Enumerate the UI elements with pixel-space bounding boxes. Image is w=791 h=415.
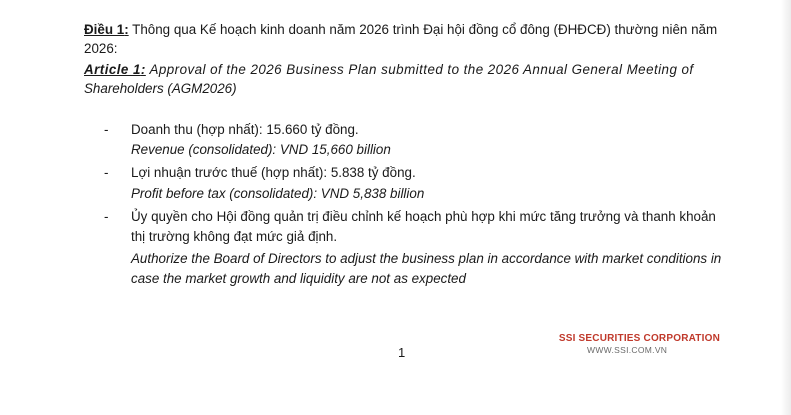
article-en-line-2: Shareholders (AGM2026) bbox=[84, 81, 237, 96]
footer-company-name: SSI SECURITIES CORPORATION bbox=[558, 333, 720, 344]
item-3-vi-line-1: Ủy quyền cho Hội đồng quản trị điều chỉnh kế hoạch phù hợp khi mức tăng trưởng và thanh khoản bbox=[131, 209, 716, 224]
list-bullet: - bbox=[104, 122, 109, 137]
list-bullet: - bbox=[104, 165, 109, 180]
item-2-vi: Lợi nhuận trước thuế (hợp nhất): 5.838 tỷ đồng. bbox=[131, 165, 416, 180]
item-1-vi: Doanh thu (hợp nhất): 15.660 tỷ đồng. bbox=[131, 122, 359, 137]
page-number: 1 bbox=[398, 345, 406, 360]
scan-edge-shadow bbox=[781, 0, 791, 415]
article-en-line-1 bbox=[84, 61, 694, 78]
item-3-en-line-2: case the market growth and liquidity are not as expected bbox=[131, 271, 466, 286]
item-3-en-line-1: Authorize the Board of Directors to adjust the business plan in accordance with market conditions in bbox=[131, 251, 722, 266]
item-2-en: Profit before tax (consolidated): VND 5,838 billion bbox=[131, 186, 425, 201]
list-bullet: - bbox=[104, 209, 109, 224]
article-vi-text: Thông qua Kế hoạch kinh doanh năm 2026 trình Đại hội đồng cổ đông (ĐHĐCĐ) thường niên năm bbox=[128, 22, 718, 37]
article-vi-colon: : bbox=[124, 22, 129, 37]
footer-website: WWW.SSI.COM.VN bbox=[587, 345, 668, 355]
item-1-en: Revenue (consolidated): VND 15,660 billion bbox=[131, 142, 391, 157]
article-vi-line-2: 2026: bbox=[84, 41, 118, 56]
article-vi-line-1 bbox=[84, 21, 717, 38]
article-en-text: Approval of the 2026 Business Plan submitted to the 2026 Annual General Meeting of bbox=[145, 62, 694, 77]
item-3-vi-line-2: thị trường không đạt mức giả định. bbox=[131, 229, 338, 244]
article-en-colon: : bbox=[140, 62, 146, 77]
article-en-label: Article 1 bbox=[84, 62, 141, 77]
article-vi-label: Điều 1 bbox=[84, 22, 125, 37]
